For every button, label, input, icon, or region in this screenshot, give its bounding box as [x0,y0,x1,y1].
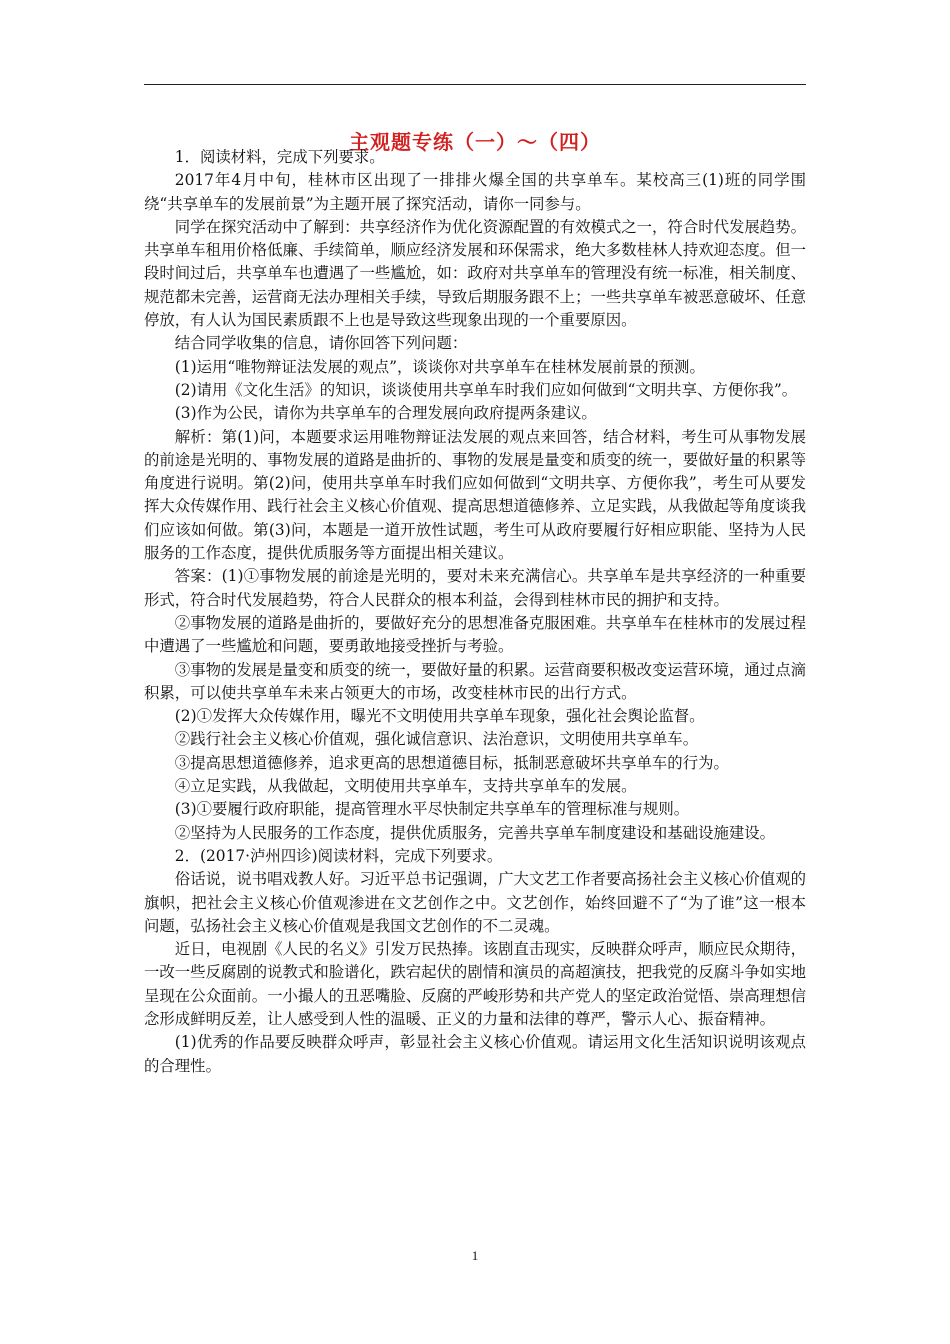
paragraph: 2017年4月中旬，桂林市区出现了一排排火爆全国的共享单车。某校高三(1)班的同学围绕“共享单车的发展前景”为主题开展了探究活动，请你一同参与。 [144,171,806,213]
page-title: 主观题专练（一）～（四） [349,130,601,154]
paragraph: (3)①要履行政府职能，提高管理水平尽快制定共享单车的管理标准与规则。 [174,800,690,819]
paragraph: (2)①发挥大众传媒作用，曝光不文明使用共享单车现象，强化社会舆论监督。 [174,707,705,726]
header-rule [144,84,806,85]
paragraph: 解析：第(1)问，本题要求运用唯物辩证法发展的观点来回答，结合材料，考生可从事物发展的前途是光明的、事物发展的道路是曲折的、事物的发展是量变和质变的统一，要做好量的积累等角度进行说明。第(2)问，使用共享单车时我们应如何做到“文明共享、方便你我”，考生可从要发挥大众传媒作用、践行社会主义核心价值观、提高思想道德修养、立足实践，从我做起等角度谈我们应该如何做。第(3)问，本题是一道开放性试题，考生可从政府要履行好相应职能、坚持为人民服务的工作态度，提供优质服务等方面提出相关建议。 [144,427,806,563]
paragraph: 2．(2017·泸州四诊)阅读材料，完成下列要求。 [174,846,503,865]
paragraph: 结合同学收集的信息，请你回答下列问题： [174,334,468,353]
paragraph: (1)运用“唯物辩证法发展的观点”，谈谈你对共享单车在桂林发展前景的预测。 [174,357,705,376]
paragraph: ②坚持为人民服务的工作态度，提供优质服务，完善共享单车制度建设和基础设施建设。 [174,823,776,842]
paragraph: ④立足实践，从我做起，文明使用共享单车，支持共享单车的发展。 [174,777,637,796]
paragraph: (2)请用《文化生活》的知识，谈谈使用共享单车时我们应如何做到“文明共享、方便你我”。 [174,380,798,399]
paragraph: ②践行社会主义核心价值观，强化诚信意识、法治意识，文明使用共享单车。 [174,730,699,749]
paragraph: ③事物的发展是量变和质变的统一，要做好量的积累。运营商要积极改变运营环境，通过点滴积累，可以使共享单车未来占领更大的市场，改变桂林市民的出行方式。 [144,660,806,702]
paragraph: 近日，电视剧《人民的名义》引发万民热捧。该剧直击现实，反映群众呼声，顺应民众期待，一改一些反腐剧的说教式和脸谱化，跌宕起伏的剧情和演员的高超演技，把我党的反腐斗争如实地呈现在公众面前。一小撮人的丑恶嘴脸、反腐的严峻形势和共产党人的坚定政治觉悟、崇高理想信念形成鲜明反差，让人感受到人性的温暖、正义的力量和法律的尊严，警示人心、振奋精神。 [144,940,806,1028]
document-body [144,146,806,1078]
paragraph: ③提高思想道德修养，追求更高的思想道德目标，抵制恶意破坏共享单车的行为。 [174,753,729,772]
paragraph: ②事物发展的道路是曲折的，要做好充分的思想准备克服困难。共享单车在桂林市的发展过程中遭遇了一些尴尬和问题，要勇敢地接受挫折与考验。 [144,613,806,656]
paragraph: 1．阅读材料，完成下列要求。 [174,148,385,166]
paragraph: 同学在探究活动中了解到：共享经济作为优化资源配置的有效模式之一，符合时代发展趋势。共享单车租用价格低廉、手续简单，顺应经济发展和环保需求，绝大多数桂林人持欢迎态度。但一段时间过后，共享单车也遭遇了一些尴尬，如：政府对共享单车的管理没有统一标准，相关制度、规范都未完善，运营商无法办理相关手续，导致后期服务跟不上；一些共享单车被恶意破坏、任意停放，有人认为国民素质跟不上也是导致这些现象出现的一个重要原因。 [144,217,806,330]
page-number: 1 [471,1248,479,1263]
paragraph: 俗话说，说书唱戏教人好。习近平总书记强调，广大文艺工作者要高扬社会主义核心价值观的旗帜，把社会主义核心价值观渗进在文艺创作之中。文艺创作，始终回避不了“为了谁”这一根本问题，弘扬社会主义核心价值观是我国文艺创作的不二灵魂。 [144,870,806,935]
paragraph: (1)优秀的作品要反映群众呼声，彰显社会主义核心价值观。请运用文化生活知识说明该观点的合理性。 [144,1033,806,1075]
paragraph: (3)作为公民，请你为共享单车的合理发展向政府提两条建议。 [174,404,597,423]
paragraph: 答案：(1)①事物发展的前途是光明的，要对未来充满信心。共享单车是共享经济的一种重要形式，符合时代发展趋势，符合人民群众的根本利益，会得到桂林市民的拥护和支持。 [144,567,806,609]
